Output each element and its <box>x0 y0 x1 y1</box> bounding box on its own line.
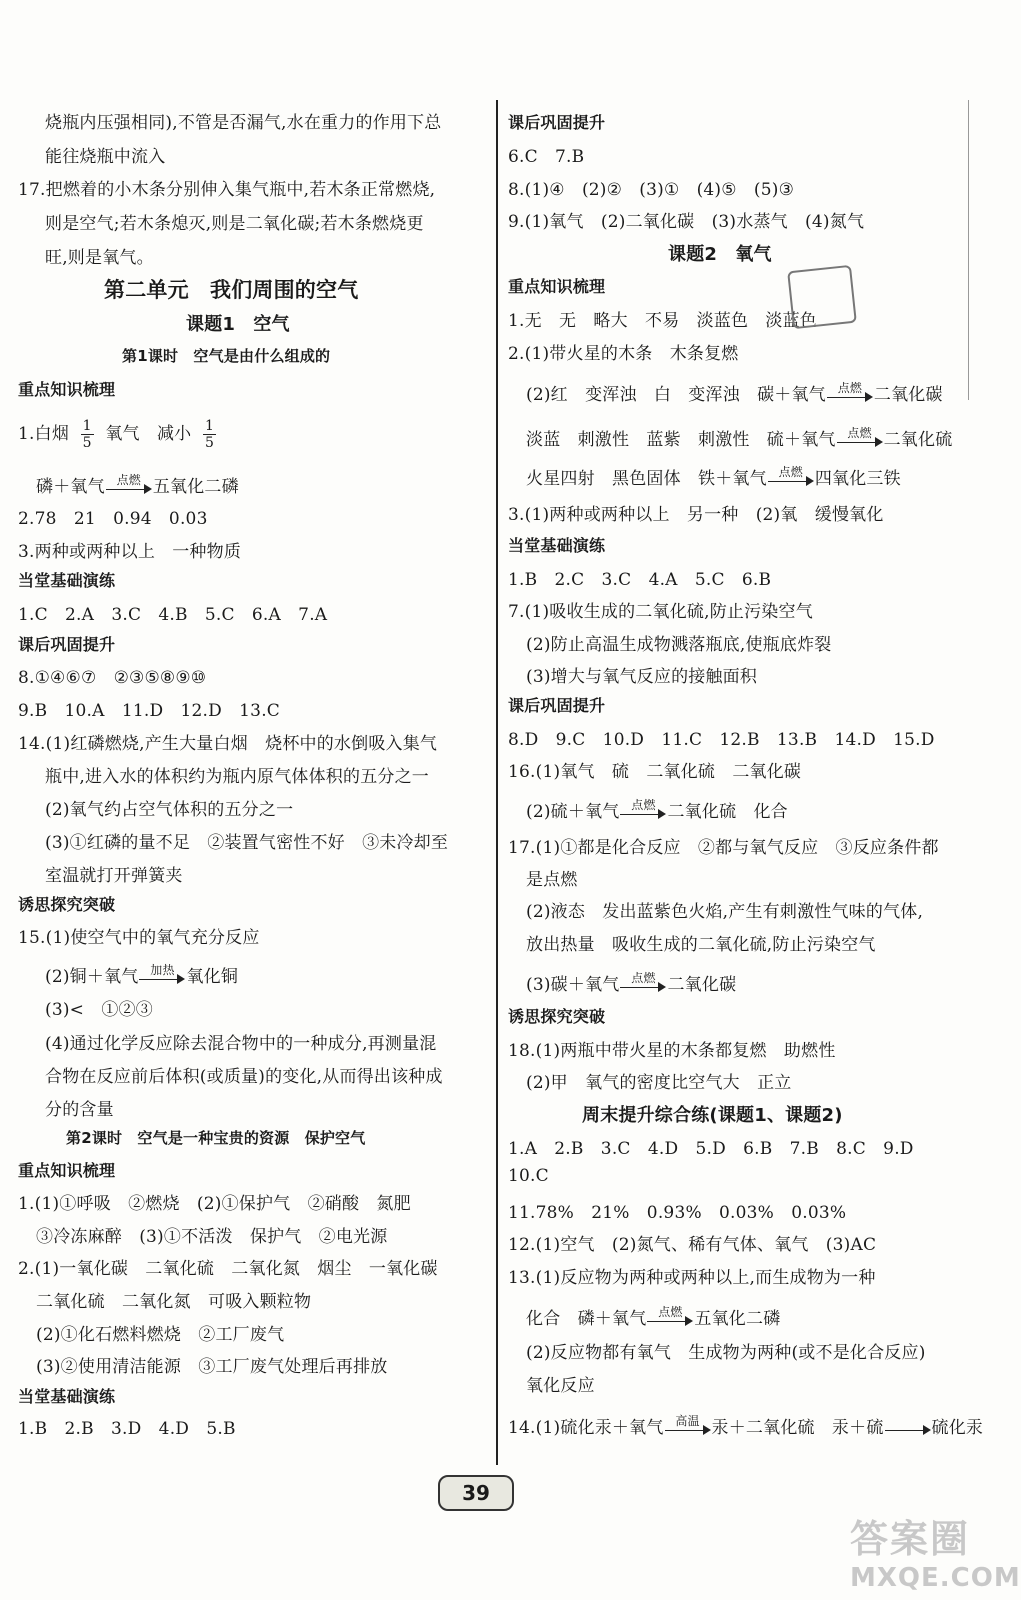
period-title: 第2课时 空气是一种宝贵的资源 保护空气 <box>66 1129 366 1147</box>
section-heading: 重点知识梳理 <box>18 1161 116 1180</box>
fraction-denominator: 5 <box>204 435 215 451</box>
reaction-condition: 高温 <box>675 1413 700 1428</box>
section-heading: 课后巩固提升 <box>508 113 606 132</box>
equation-right: 五氧化二磷 <box>152 477 239 497</box>
reaction-arrow <box>665 1413 711 1439</box>
answer-line: 7.(1)吸收生成的二氧化硫,防止污染空气 <box>508 602 813 622</box>
period-title: 第1课时 空气是由什么组成的 <box>122 347 331 365</box>
equation-left: 磷＋氧气 <box>36 477 105 497</box>
equation-left: 淡蓝 刺激性 蓝紫 刺激性 硫＋氧气 <box>526 430 836 450</box>
reaction-arrow <box>827 380 873 406</box>
answer-line: (2)反应物都有氧气 生成物为两种(或不是化合反应) <box>526 1343 926 1363</box>
reaction-condition: 点燃 <box>631 797 656 812</box>
column-divider <box>496 100 498 1465</box>
answer-line: (4)通过化学反应除去混合物中的一种成分,再测量混 <box>45 1034 437 1054</box>
equation-right: 汞＋二氧化硫 汞＋硫 <box>711 1418 884 1438</box>
answer-line: (2)液态 发出蓝紫色火焰,产生有刺激性气味的气体, <box>526 902 924 922</box>
equation-left: 火星四射 黑色固体 铁＋氧气 <box>526 469 767 489</box>
section-heading: 当堂基础演练 <box>18 571 116 590</box>
answer-line: 8.(1)④ (2)② (3)① (4)⑤ (5)③ <box>508 180 795 200</box>
answer-line: 瓶中,进入水的体积约为瓶内原气体体积的五分之一 <box>45 767 430 787</box>
text-line: 17.把燃着的小木条分别伸入集气瓶中,若木条正常燃烧, <box>18 180 436 200</box>
reaction-arrow <box>837 425 883 451</box>
equation-left: (3)碳＋氧气 <box>526 975 620 995</box>
answer-line: 14.(1)红磷燃烧,产生大量白烟 烧杯中的水倒吸入集气 <box>18 734 438 754</box>
answer-line: 放出热量 吸收生成的二氧化硫,防止污染空气 <box>526 935 876 955</box>
equation-left: (2)红 变浑浊 白 变浑浊 碳＋氧气 <box>526 385 826 405</box>
answer-line: (2)氧气约占空气体积的五分之一 <box>45 800 294 820</box>
equation <box>526 464 901 490</box>
equation-right: 四氧化三铁 <box>814 469 901 489</box>
equation-tail: 硫化汞 <box>931 1418 984 1438</box>
answer-line <box>18 418 222 451</box>
answer-line: 18.(1)两瓶中带火星的木条都复燃 助燃性 <box>508 1041 836 1061</box>
equation-right: 二氧化碳 <box>667 975 737 995</box>
answer-line: 分的含量 <box>45 1100 114 1120</box>
text-line: 则是空气;若木条熄灭,则是二氧化碳;若木条燃烧更 <box>45 214 424 234</box>
equation <box>526 797 788 823</box>
answer-line: 3.两种或两种以上 一种物质 <box>18 542 242 562</box>
equation <box>526 970 736 996</box>
reaction-condition: 点燃 <box>631 970 656 985</box>
answer-line: 是点燃 <box>526 870 578 890</box>
equation-right: 二氧化硫 化合 <box>667 802 788 822</box>
answer-line: 1.B 2.B 3.D 4.D 5.B <box>18 1419 236 1439</box>
answer-line: (2)甲 氧气的密度比空气大 正立 <box>526 1073 792 1093</box>
equation <box>508 1413 983 1439</box>
unit-title: 第二单元 我们周围的空气 <box>104 278 359 302</box>
equation <box>45 962 238 988</box>
equation-right: 氧化铜 <box>186 967 239 987</box>
equation <box>526 425 952 451</box>
reaction-condition: 点燃 <box>837 380 863 395</box>
answer-line: 15.(1)使空气中的氧气充分反应 <box>18 928 260 948</box>
answer-line: 6.C 7.B <box>508 147 585 167</box>
fraction-denominator: 5 <box>82 435 92 451</box>
answer-line: 2.78 21 0.94 0.03 <box>18 509 208 529</box>
page-number: 39 <box>438 1475 514 1511</box>
equation-right: 五氧化二磷 <box>694 1309 781 1329</box>
equation-left: (2)硫＋氧气 <box>526 802 620 822</box>
answer-line: 8.①④⑥⑦ ②③⑤⑧⑨⑩ <box>18 668 207 688</box>
equation-right: 二氧化硫 <box>883 430 953 450</box>
answer-line: (2)①化石燃料燃烧 ②工厂废气 <box>36 1325 285 1345</box>
watermark-logo <box>850 1508 1021 1596</box>
answer-text: 1.白烟 <box>18 424 70 444</box>
reaction-condition: 点燃 <box>778 464 804 479</box>
weekly-title: 周末提升综合练(课题1、课题2) <box>582 1105 843 1126</box>
reaction-condition: 点燃 <box>847 425 872 440</box>
equation-left: 14.(1)硫化汞＋氧气 <box>508 1418 664 1438</box>
section-heading: 课后巩固提升 <box>508 696 606 715</box>
answer-line: 1.B 2.C 3.C 4.A 5.C 6.B <box>508 570 772 590</box>
answer-text: 氧气 减小 <box>105 424 192 444</box>
answer-line: 1.A 2.B 3.C 4.D 5.D 6.B 7.B 8.C 9.D <box>508 1139 914 1159</box>
equation-right: 二氧化碳 <box>873 385 943 405</box>
answer-line: (2)防止高温生成物溅落瓶底,使瓶底炸裂 <box>526 635 832 655</box>
fraction <box>203 418 216 451</box>
text-line: 能往烧瓶中流入 <box>45 147 166 167</box>
answer-line: 氧化反应 <box>526 1376 595 1396</box>
answer-line: 1.(1)①呼吸 ②燃烧 (2)①保护气 ②硝酸 氮肥 <box>18 1194 411 1214</box>
section-heading: 诱思探究突破 <box>508 1007 606 1026</box>
section-heading: 当堂基础演练 <box>508 536 606 555</box>
answer-line: 9.(1)氧气 (2)二氧化碳 (3)水蒸气 (4)氮气 <box>508 212 865 232</box>
answer-line: 3.(1)两种或两种以上 另一种 (2)氧 缓慢氧化 <box>508 505 884 525</box>
fraction-numerator: 1 <box>82 418 92 434</box>
answer-line: 8.D 9.C 10.D 11.C 12.B 13.B 14.D 15.D <box>508 730 935 750</box>
fraction-numerator: 1 <box>204 418 215 434</box>
reaction-arrow <box>768 464 814 490</box>
equation <box>526 380 943 406</box>
equation <box>526 1304 780 1330</box>
watermark-url: MXQE.COM <box>850 1563 1021 1593</box>
fraction <box>81 418 94 451</box>
equation <box>36 472 239 498</box>
answer-line: 2.(1)一氧化碳 二氧化硫 二氧化氮 烟尘 一氧化碳 <box>18 1259 438 1279</box>
text-line: 烧瓶内压强相同),不管是否漏气,水在重力的作用下总 <box>45 113 442 133</box>
equation-left: (2)铜＋氧气 <box>45 967 139 987</box>
section-heading: 课后巩固提升 <box>18 635 116 654</box>
answer-line: 室温就打开弹簧夹 <box>45 866 183 886</box>
answer-line: 10.C <box>508 1166 549 1186</box>
lesson-title: 课题2 氧气 <box>668 244 772 265</box>
page-edge-line <box>968 100 969 400</box>
reaction-arrow <box>885 1419 931 1439</box>
answer-line: 2.(1)带火星的木条 木条复燃 <box>508 344 739 364</box>
answer-line: 二氧化硫 二氧化氮 可吸入颗粒物 <box>36 1292 312 1312</box>
answer-line: 16.(1)氧气 硫 二氧化硫 二氧化碳 <box>508 762 802 782</box>
section-heading: 重点知识梳理 <box>18 380 116 399</box>
answer-line: 合物在反应前后体积(或质量)的变化,从而得出该种成 <box>45 1067 443 1087</box>
answer-line: 11.78% 21% 0.93% 0.03% 0.03% <box>508 1203 847 1223</box>
homework-stamp <box>787 265 857 329</box>
answer-line: 1.C 2.A 3.C 4.B 5.C 6.A 7.A <box>18 605 328 625</box>
reaction-arrow <box>106 472 152 498</box>
answer-line: (3)增大与氧气反应的接触面积 <box>526 667 758 687</box>
section-heading: 诱思探究突破 <box>18 895 116 914</box>
reaction-condition: 点燃 <box>116 472 142 487</box>
reaction-condition: 加热 <box>150 962 175 977</box>
answer-line: 1.无 无 略大 不易 淡蓝色 淡蓝色 <box>508 311 818 331</box>
equation-left: 化合 磷＋氧气 <box>526 1309 647 1329</box>
lesson-title: 课题1 空气 <box>186 314 290 335</box>
answer-line: 9.B 10.A 11.D 12.D 13.C <box>18 701 280 721</box>
reaction-arrow <box>620 970 666 996</box>
reaction-arrow <box>139 962 185 988</box>
reaction-arrow <box>647 1304 693 1330</box>
answer-line: (3)< ①②③ <box>45 1000 153 1020</box>
answer-line: (3)②使用清洁能源 ③工厂废气处理后再排放 <box>36 1357 388 1377</box>
answer-line: (3)①红磷的量不足 ②装置气密性不好 ③未冷却至 <box>45 833 449 853</box>
watermark-title: 答案圈 <box>850 1517 971 1561</box>
answer-line: 17.(1)①都是化合反应 ②都与氧气反应 ③反应条件都 <box>508 838 939 858</box>
answer-line: ③冷冻麻醉 (3)①不活泼 保护气 ②电光源 <box>36 1227 388 1247</box>
section-heading: 当堂基础演练 <box>18 1387 116 1406</box>
text-line: 旺,则是氧气。 <box>45 248 154 268</box>
reaction-arrow <box>620 797 666 823</box>
answer-line: 13.(1)反应物为两种或两种以上,而生成物为一种 <box>508 1268 876 1288</box>
reaction-condition: 点燃 <box>658 1304 683 1319</box>
section-heading: 重点知识梳理 <box>508 277 606 296</box>
answer-line: 12.(1)空气 (2)氮气、稀有气体、氧气 (3)AC <box>508 1235 877 1255</box>
